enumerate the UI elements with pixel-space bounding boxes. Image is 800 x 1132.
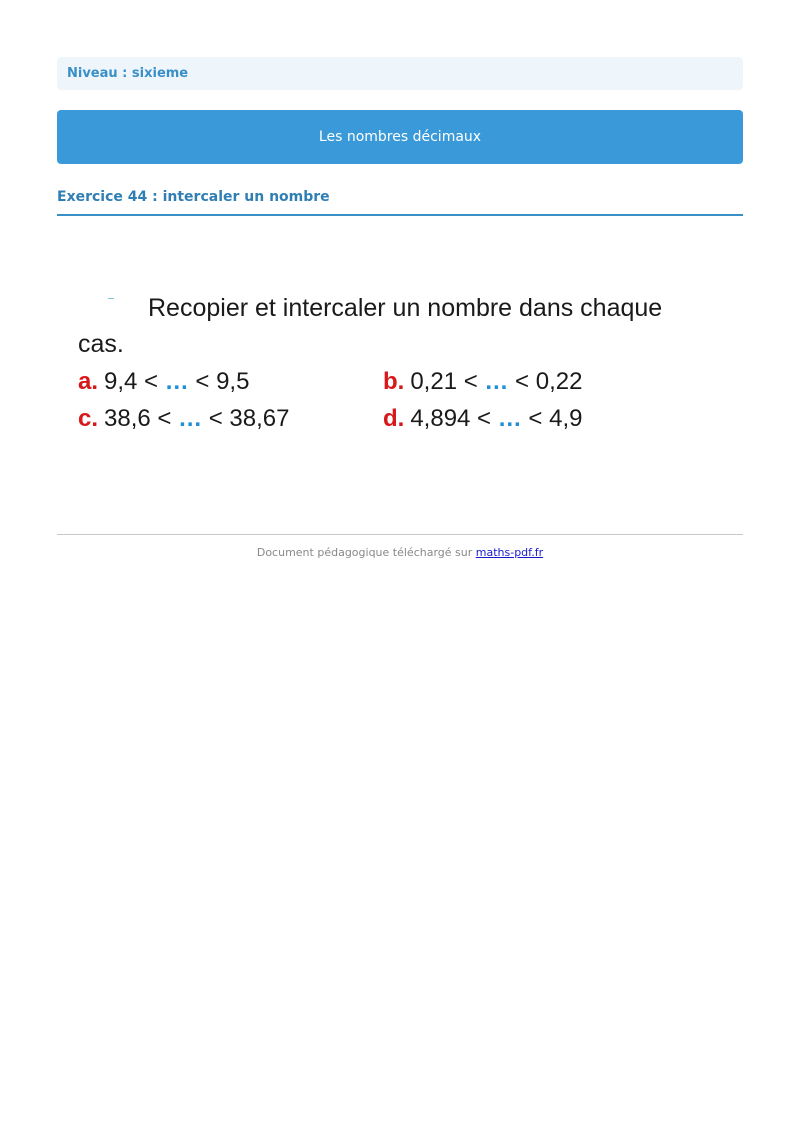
page-title: Les nombres décimaux <box>318 129 482 145</box>
item-right: < 4,9 <box>521 405 583 432</box>
item-right: < 0,22 <box>508 368 583 395</box>
title-banner <box>57 110 743 164</box>
item-letter: a. <box>78 368 99 395</box>
item-letter: c. <box>78 405 99 432</box>
exercise-instruction <box>78 290 698 362</box>
exercise-title: Exercice 44 : intercaler un nombre <box>57 189 330 205</box>
item-dots: … <box>178 405 203 432</box>
item-dots: … <box>484 368 509 395</box>
footer-link[interactable]: maths-pdf.fr <box>475 546 544 559</box>
item-left: 38,6 < <box>104 405 179 432</box>
item-letter: b. <box>383 368 405 395</box>
footer-text: Document pédagogique téléchargé sur <box>256 546 476 559</box>
item-right: < 9,5 <box>188 368 250 395</box>
item-d <box>383 405 582 433</box>
footer <box>57 546 743 559</box>
level-label: Niveau : sixieme <box>67 66 189 81</box>
item-left: 9,4 < <box>104 368 165 395</box>
level-box <box>57 57 743 90</box>
item-letter: d. <box>383 405 405 432</box>
instruction-text: Recopier et intercaler un nombre dans chaque cas. <box>78 294 663 358</box>
item-dots: … <box>497 405 522 432</box>
item-left: 0,21 < <box>410 368 485 395</box>
item-right: < 38,67 <box>202 405 290 432</box>
item-b <box>383 368 582 396</box>
item-a <box>78 368 249 396</box>
item-left: 4,894 < <box>410 405 498 432</box>
exercise-heading <box>57 186 743 216</box>
exercise-statement <box>78 290 718 450</box>
item-c <box>78 405 290 433</box>
footer-divider <box>57 534 743 535</box>
item-dots: … <box>164 368 189 395</box>
